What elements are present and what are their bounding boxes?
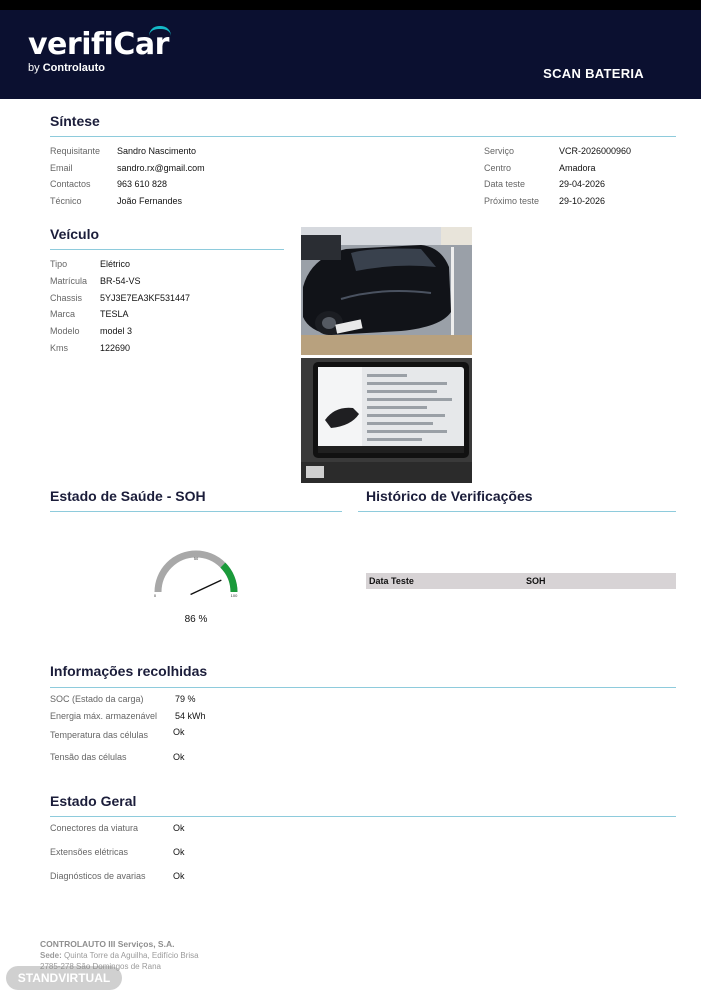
gauge-good-zone <box>223 565 234 592</box>
soh-value: 86 % <box>184 614 208 625</box>
field-label: Marca <box>50 309 76 319</box>
top-strip <box>0 0 701 10</box>
field-label: Diagnósticos de avarias <box>50 871 146 881</box>
logo-wordmark <box>28 28 169 62</box>
field-value: 79 % <box>175 694 196 704</box>
field-label: Matrícula <box>50 276 88 286</box>
field-value: João Fernandes <box>117 196 183 206</box>
section-rule-soh <box>50 511 342 512</box>
field-value: Elétrico <box>100 259 131 269</box>
car-photo-illustration <box>301 227 472 355</box>
gauge-min-label: 0 <box>153 593 157 598</box>
gauge-mid-label: 50 <box>193 556 199 561</box>
field-value: 122690 <box>100 343 131 353</box>
field-value: Ok <box>173 871 185 881</box>
logo-byline <box>28 62 169 74</box>
report-header <box>0 10 701 99</box>
field-label: SOC (Estado da carga) <box>50 694 144 704</box>
field-label: Centro <box>484 163 512 173</box>
soh-gauge-svg <box>138 540 258 610</box>
gauge-max-label: 100 <box>230 593 238 598</box>
field-value: Ok <box>173 727 185 737</box>
field-label: Extensões elétricas <box>50 847 129 857</box>
field-label: Técnico <box>50 196 82 206</box>
field-value: model 3 <box>100 326 133 336</box>
section-rule-veiculo <box>50 249 284 250</box>
field-value: 29-10-2026 <box>559 196 606 206</box>
logo-by: by <box>28 62 43 74</box>
historico-table-header <box>366 573 676 589</box>
logo-text-verifi: verifi <box>28 27 114 62</box>
field-label: Temperatura das células <box>50 730 149 740</box>
section-title-estado-geral: Estado Geral <box>50 793 137 809</box>
car-photo <box>301 227 472 355</box>
footer-sede-label: Sede: <box>40 951 62 960</box>
field-label: Data teste <box>484 179 526 189</box>
field-value: Amadora <box>559 163 596 173</box>
field-value: 29-04-2026 <box>559 179 606 189</box>
field-value: Ok <box>173 752 185 762</box>
section-rule-informacoes <box>50 687 676 688</box>
field-value: 963 610 828 <box>117 179 168 189</box>
report-title: SCAN BATERIA <box>543 66 644 81</box>
field-label: Requisitante <box>50 146 101 156</box>
section-title-veiculo: Veículo <box>50 226 100 242</box>
dashboard-screen-illustration <box>301 358 472 483</box>
column-header-soh: SOH <box>526 576 546 586</box>
field-label: Conectores da viatura <box>50 823 139 833</box>
section-rule-sintese <box>50 136 676 137</box>
section-rule-estado-geral <box>50 816 676 817</box>
field-value: sandro.rx@gmail.com <box>117 163 205 173</box>
field-value: Ok <box>173 847 185 857</box>
footer-sede-value: Quinta Torre da Aguilha, Edifício Brisa <box>61 951 199 960</box>
footer-address: 2785-278 São Domingos de Rana <box>40 962 161 971</box>
gauge-needle <box>191 580 222 594</box>
soh-gauge <box>138 540 258 610</box>
field-value: TESLA <box>100 309 129 319</box>
section-title-sintese: Síntese <box>50 113 100 129</box>
section-title-soh: Estado de Saúde - SOH <box>50 488 206 504</box>
watermark-badge: STANDVIRTUAL <box>6 966 122 990</box>
field-value: BR-54-VS <box>100 276 141 286</box>
dashboard-screen-photo <box>301 358 472 483</box>
verificar-logo <box>28 28 169 74</box>
logo-text-car: Car <box>113 27 169 62</box>
field-value: 54 kWh <box>175 711 206 721</box>
section-title-informacoes: Informações recolhidas <box>50 663 208 679</box>
footer-sede <box>40 950 199 961</box>
logo-company: Controlauto <box>42 62 106 74</box>
column-header-data-teste: Data Teste <box>369 576 414 586</box>
field-label: Email <box>50 163 73 173</box>
field-value: Sandro Nascimento <box>117 146 197 156</box>
field-label: Kms <box>50 343 68 353</box>
field-label: Modelo <box>50 326 80 336</box>
field-value: VCR-2026000960 <box>559 146 632 156</box>
section-rule-historico <box>358 511 676 512</box>
field-value: Ok <box>173 823 185 833</box>
field-label: Chassis <box>50 293 83 303</box>
field-label: Contactos <box>50 179 91 189</box>
field-label: Próximo teste <box>484 196 540 206</box>
section-title-historico: Histórico de Verificações <box>366 488 533 504</box>
footer-company: CONTROLAUTO III Serviços, S.A. <box>40 939 175 949</box>
field-value: 5YJ3E7EA3KF531447 <box>100 293 191 303</box>
field-label: Serviço <box>484 146 515 156</box>
field-label: Energia máx. armazenável <box>50 711 158 721</box>
field-label: Tipo <box>50 259 68 269</box>
field-label: Tensão das células <box>50 752 127 762</box>
